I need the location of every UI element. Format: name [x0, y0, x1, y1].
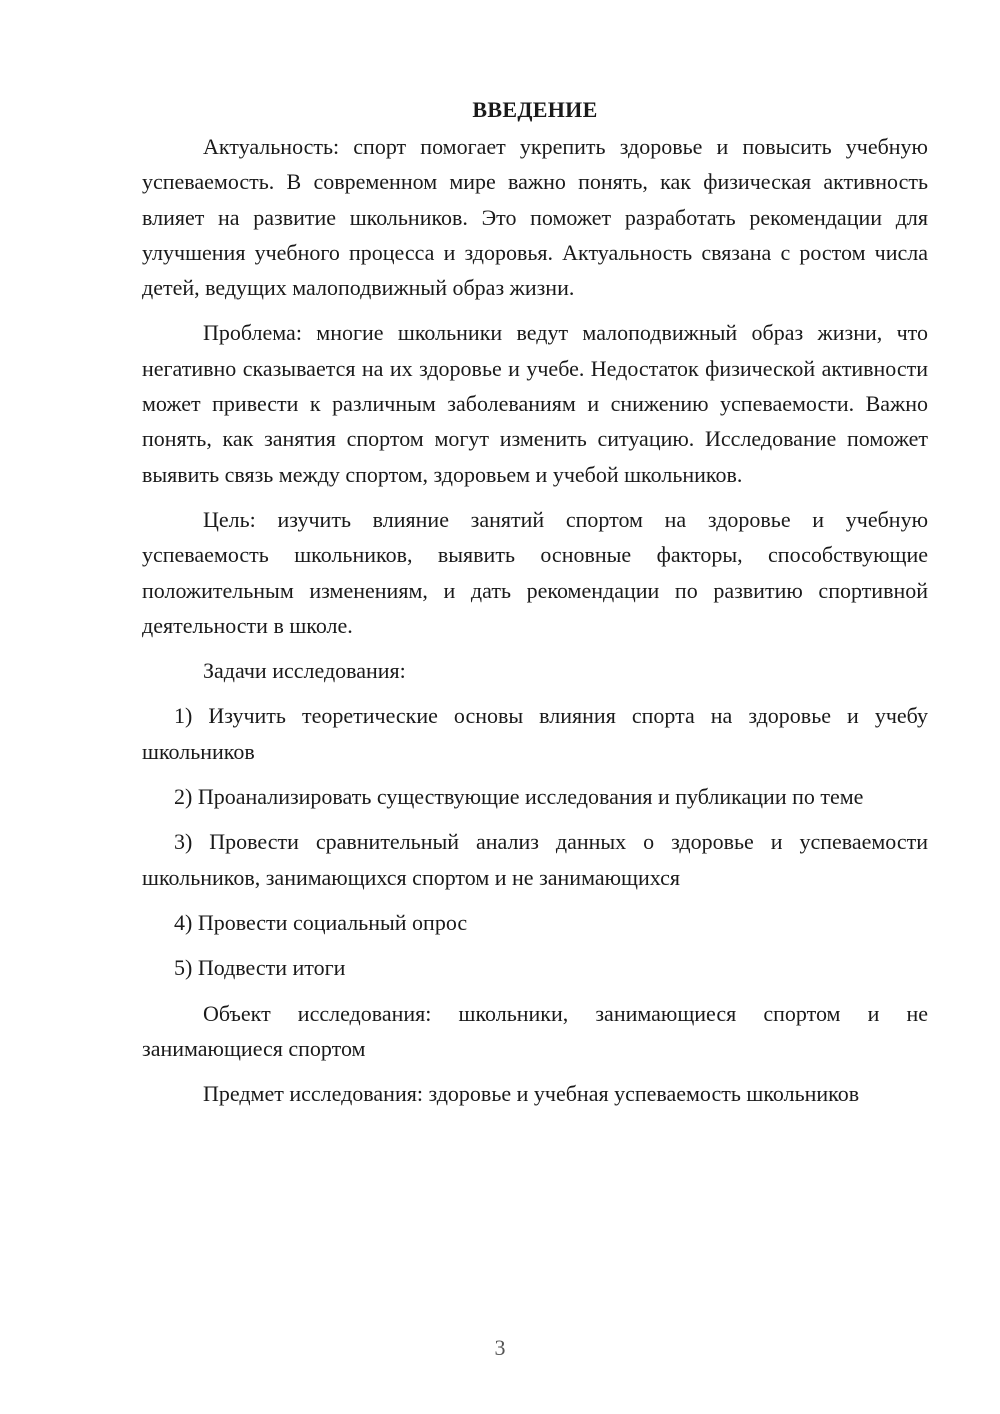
relevance-paragraph: Актуальность: спорт помогает укрепить здоровье и повысить учебную успеваемость. В современном мире важно понять, как физическая активность влияет на развитие школьников. Это поможет разработать рекомендации для улучшения учебного процесса и здоровья. Актуальность связана с ростом числа детей, ведущих малоподвижный образ жизни.: [142, 134, 928, 301]
page-title: ВВЕДЕНИЕ: [472, 97, 598, 122]
task-item: 4) Провести социальный опрос: [174, 909, 468, 935]
task-item: 2) Проанализировать существующие исследования и публикации по теме: [174, 784, 864, 810]
document-page: [142, 92, 928, 1121]
object-paragraph: Объект исследования: школьники, занимающиеся спортом и не занимающиеся спортом: [142, 1000, 928, 1061]
task-item: 5) Подвести итоги: [174, 955, 346, 981]
tasks-heading: Задачи исследования:: [203, 658, 406, 684]
goal-paragraph: Цель: изучить влияние занятий спортом на здоровье и учебную успеваемость школьников, выявить основные факторы, способствующие положительным изменениям, и дать рекомендации по развитию спортивной деятельности в школе.: [142, 506, 928, 638]
task-item: 1) Изучить теоретические основы влияния спорта на здоровье и учебу школьников: [142, 703, 928, 764]
task-item: 3) Провести сравнительный анализ данных о здоровье и успеваемости школьников, занимающихся спортом и не занимающихся: [142, 829, 928, 890]
subject-paragraph: Предмет исследования: здоровье и учебная успеваемость школьников: [203, 1081, 860, 1107]
problem-paragraph: Проблема: многие школьники ведут малоподвижный образ жизни, что негативно сказывается на их здоровье и учебе. Недостаток физической активности может привести к различным заболеваниям и снижению успеваемости. Важно понять, как занятия спортом могут изменить ситуацию. Исследование поможет выявить связь между спортом, здоровьем и учебой школьников.: [142, 320, 928, 487]
page-number: 3: [494, 1335, 506, 1360]
